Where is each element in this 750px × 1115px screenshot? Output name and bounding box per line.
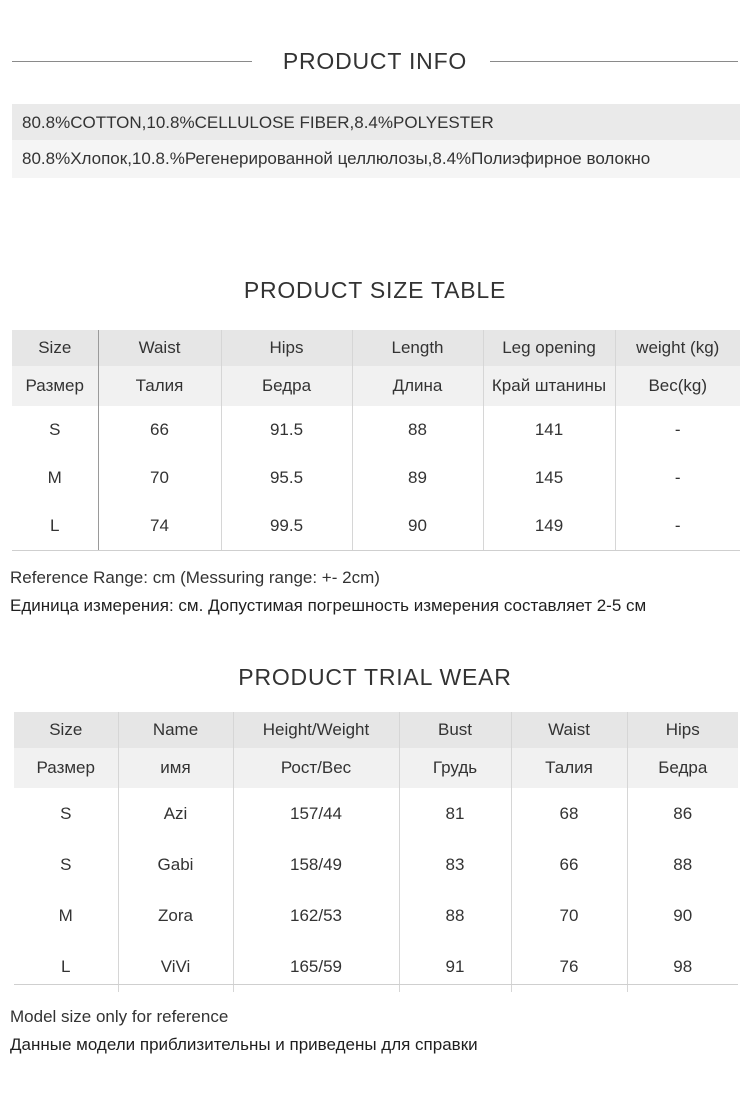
cell-height-weight: 162/53 xyxy=(233,890,399,941)
cell-waist: 74 xyxy=(98,502,221,550)
cell-length: 90 xyxy=(352,502,483,550)
size-table xyxy=(12,330,740,550)
cell-height-weight: 165/59 xyxy=(233,941,399,992)
cell-hips: 91.5 xyxy=(221,406,352,454)
header-leg-opening: Leg opening xyxy=(483,330,615,366)
header-name: Name xyxy=(118,712,233,748)
trial-table-header-en xyxy=(14,712,738,748)
size-table-header-ru xyxy=(12,366,740,406)
cell-bust: 83 xyxy=(399,839,511,890)
cell-bust: 91 xyxy=(399,941,511,992)
table-row xyxy=(14,890,738,941)
header-ru-name: имя xyxy=(118,748,233,788)
cell-size: L xyxy=(12,502,98,550)
cell-bust: 88 xyxy=(399,890,511,941)
header-ru-weight: Вес(kg) xyxy=(615,366,740,406)
size-table-bottom-rule xyxy=(12,550,740,551)
cell-name: Gabi xyxy=(118,839,233,890)
cell-waist: 70 xyxy=(511,890,627,941)
cell-length: 88 xyxy=(352,406,483,454)
cell-hips: 90 xyxy=(627,890,738,941)
cell-name: Zora xyxy=(118,890,233,941)
cell-weight: - xyxy=(615,454,740,502)
header-ru-hips: Бедра xyxy=(627,748,738,788)
cell-size: M xyxy=(14,890,118,941)
header-size: Size xyxy=(14,712,118,748)
header-ru-height-weight: Рост/Вес xyxy=(233,748,399,788)
trial-note-ru: Данные модели приблизительны и приведены для справки xyxy=(10,1035,478,1054)
header-length: Length xyxy=(352,330,483,366)
trial-table xyxy=(14,712,738,992)
cell-hips: 99.5 xyxy=(221,502,352,550)
header-weight: weight (kg) xyxy=(615,330,740,366)
header-ru-leg-opening: Край штанины xyxy=(483,366,615,406)
product-info-title: PRODUCT INFO xyxy=(282,48,468,74)
cell-hips: 86 xyxy=(627,788,738,839)
header-hips: Hips xyxy=(221,330,352,366)
cell-size: S xyxy=(14,839,118,890)
header-height-weight: Height/Weight xyxy=(233,712,399,748)
trial-note-en: Model size only for reference xyxy=(10,1007,229,1026)
trial-table-title: PRODUCT TRIAL WEAR xyxy=(238,664,512,690)
cell-length: 89 xyxy=(352,454,483,502)
header-waist: Waist xyxy=(511,712,627,748)
size-note-en: Reference Range: cm (Messuring range: +- 2cm) xyxy=(10,568,380,587)
header-ru-bust: Грудь xyxy=(399,748,511,788)
table-row xyxy=(14,788,738,839)
header-ru-size: Размер xyxy=(12,366,98,406)
cell-size: M xyxy=(12,454,98,502)
cell-hips: 95.5 xyxy=(221,454,352,502)
cell-waist: 66 xyxy=(98,406,221,454)
cell-height-weight: 158/49 xyxy=(233,839,399,890)
cell-bust: 81 xyxy=(399,788,511,839)
table-row xyxy=(12,406,740,454)
cell-hips: 88 xyxy=(627,839,738,890)
cell-hips: 98 xyxy=(627,941,738,992)
size-table-title: PRODUCT SIZE TABLE xyxy=(243,277,507,303)
table-row xyxy=(12,502,740,550)
cell-height-weight: 157/44 xyxy=(233,788,399,839)
cell-waist: 76 xyxy=(511,941,627,992)
cell-waist: 70 xyxy=(98,454,221,502)
cell-size: S xyxy=(14,788,118,839)
header-size: Size xyxy=(12,330,98,366)
header-ru-waist: Талия xyxy=(98,366,221,406)
table-row xyxy=(14,839,738,890)
cell-weight: - xyxy=(615,406,740,454)
cell-waist: 66 xyxy=(511,839,627,890)
header-ru-hips: Бедра xyxy=(221,366,352,406)
size-note-ru: Единица измерения: см. Допустимая погрешность измерения составляет 2-5 см xyxy=(10,596,647,615)
cell-leg-opening: 145 xyxy=(483,454,615,502)
header-bust: Bust xyxy=(399,712,511,748)
header-hips: Hips xyxy=(627,712,738,748)
cell-size: S xyxy=(12,406,98,454)
header-ru-size: Размер xyxy=(14,748,118,788)
header-ru-length: Длина xyxy=(352,366,483,406)
cell-size: L xyxy=(14,941,118,992)
cell-waist: 68 xyxy=(511,788,627,839)
trial-table-header-ru xyxy=(14,748,738,788)
cell-name: Azi xyxy=(118,788,233,839)
header-waist: Waist xyxy=(98,330,221,366)
trial-table-bottom-rule xyxy=(14,984,738,985)
cell-leg-opening: 141 xyxy=(483,406,615,454)
size-table-header-en xyxy=(12,330,740,366)
composition-ru: 80.8%Хлопок,10.8.%Регенерированной целлюлозы,8.4%Полиэфирное волокно xyxy=(12,140,740,178)
header-ru-waist: Талия xyxy=(511,748,627,788)
cell-leg-opening: 149 xyxy=(483,502,615,550)
composition-en: 80.8%COTTON,10.8%CELLULOSE FIBER,8.4%POLYESTER xyxy=(12,104,740,142)
cell-weight: - xyxy=(615,502,740,550)
table-row xyxy=(12,454,740,502)
cell-name: ViVi xyxy=(118,941,233,992)
